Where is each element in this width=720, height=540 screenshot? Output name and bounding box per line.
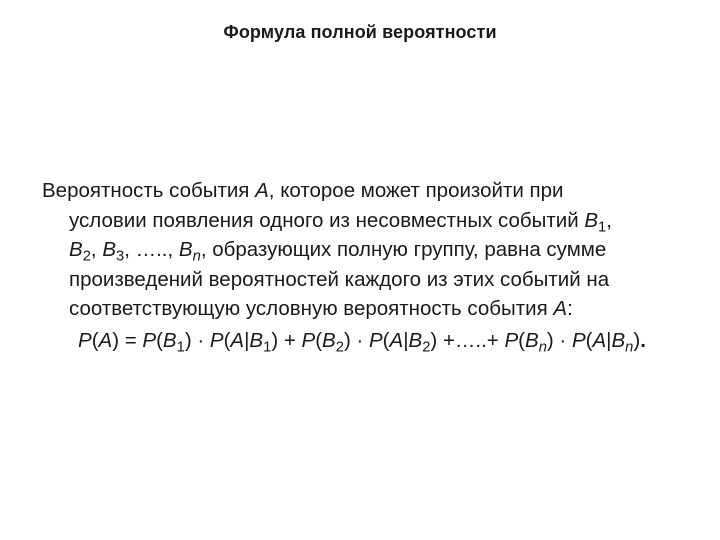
event-a: А	[553, 297, 568, 320]
event-b: B	[178, 238, 193, 261]
slide-title: Формула полной вероятности	[223, 22, 497, 42]
subscript: n	[192, 248, 201, 265]
formula-part: |	[403, 328, 409, 352]
formula-part: (	[518, 328, 525, 352]
formula-part: ) ·	[343, 328, 369, 352]
formula-part: B	[322, 328, 336, 352]
formula-part: |	[606, 328, 612, 352]
formula-part: (	[223, 328, 231, 352]
formula-part: ) =	[112, 328, 143, 352]
formula-part: A	[98, 328, 113, 352]
text-fragment: условии появления одного из несовместных событий	[69, 208, 585, 232]
subscript: 1	[598, 218, 607, 235]
event-b: B	[584, 208, 599, 232]
total-probability-formula	[42, 326, 692, 356]
formula-part: (	[382, 328, 390, 352]
formula-part: ) +…..+	[430, 328, 505, 352]
text-line-5	[42, 294, 692, 324]
text-fragment: ,	[606, 208, 612, 232]
event-b: B	[102, 238, 116, 261]
text-fragment: произведений вероятностей каждого из этих событий на	[69, 267, 610, 291]
slide-body	[42, 176, 692, 355]
formula-part: A	[230, 328, 245, 352]
formula-part: ) ·	[184, 328, 210, 352]
text-fragment: Вероятность события	[42, 179, 256, 202]
formula-part: ) +	[271, 328, 302, 352]
event-a: А	[255, 179, 269, 202]
subscript: 1	[263, 338, 272, 355]
event-b: B	[69, 238, 83, 261]
text-fragment: , которое может произойти при	[268, 179, 564, 202]
formula-part: (	[585, 328, 593, 352]
formula-part: P	[504, 328, 519, 352]
formula-part: P	[301, 328, 316, 352]
formula-part: B	[249, 328, 264, 352]
text-line-4	[42, 265, 692, 295]
formula-part: B	[408, 328, 423, 352]
text-fragment: ,	[90, 238, 103, 261]
formula-part: (	[91, 328, 99, 352]
text-fragment: соответствующую условную вероятность события	[69, 297, 554, 320]
subscript: 2	[335, 338, 344, 355]
text-line-3	[42, 235, 692, 265]
formula-part: ) ·	[546, 328, 572, 352]
text-fragment: , …..,	[124, 238, 179, 261]
formula-part: P	[571, 328, 586, 352]
subscript: 2	[422, 338, 431, 355]
formula-part: P	[142, 328, 157, 352]
formula-part: A	[389, 328, 404, 352]
formula-part: B	[525, 328, 539, 352]
subscript: 1	[176, 338, 185, 355]
formula-part: B	[611, 328, 626, 352]
formula-part: P	[209, 328, 224, 352]
formula-part: .	[640, 328, 646, 352]
formula-part: |	[244, 328, 250, 352]
formula-part: A	[592, 328, 607, 352]
formula-part: B	[162, 328, 177, 352]
formula-part: P	[78, 328, 92, 352]
text-line-1	[42, 176, 692, 206]
subscript: 3	[116, 248, 125, 265]
formula-part: )	[633, 328, 641, 352]
subscript: n	[625, 338, 634, 355]
subscript: 2	[82, 248, 91, 265]
text-fragment: , образующих полную группу, равна сумме	[200, 238, 607, 261]
subscript: n	[538, 338, 547, 355]
text-line-2	[42, 206, 692, 236]
formula-part: (	[315, 328, 323, 352]
formula-part: P	[368, 328, 383, 352]
formula-part: (	[156, 328, 163, 352]
text-fragment: :	[567, 297, 573, 320]
